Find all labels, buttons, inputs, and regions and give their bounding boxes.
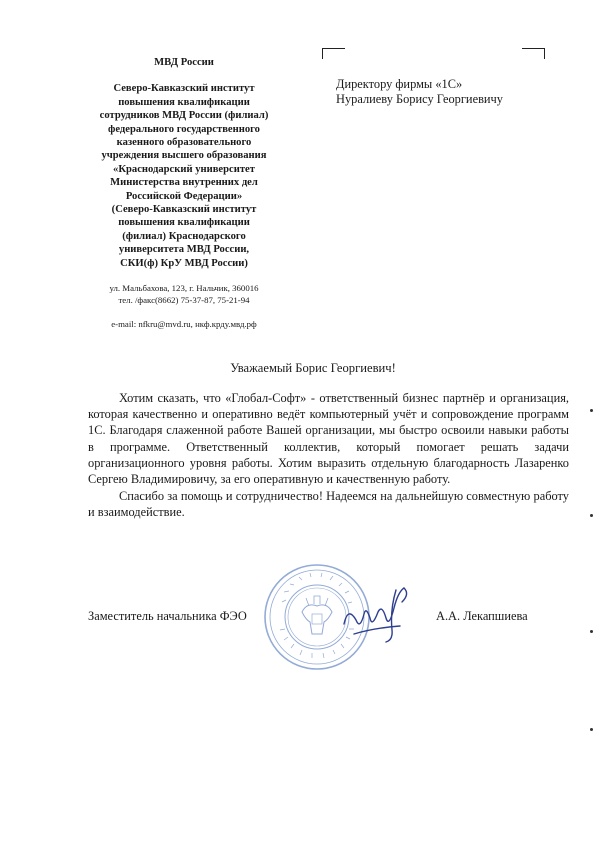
org-line: «Краснодарский университет xyxy=(113,163,255,175)
addressee-block xyxy=(336,77,576,107)
salutation: Уважаемый Борис Георгиевич! xyxy=(230,361,396,375)
org-line: Министерства внутренних дел xyxy=(110,177,258,189)
signatory-position: Заместитель начальника ФЭО xyxy=(88,609,247,623)
punch-mark xyxy=(590,409,593,412)
org-line: Российской Федерации» xyxy=(125,190,243,202)
org-address: ул. Мальбахова, 123, г. Нальчик, 360016 xyxy=(109,283,259,293)
organization-contacts xyxy=(72,282,296,330)
organization-name-lines xyxy=(72,82,296,270)
handwritten-signature-icon xyxy=(334,584,418,646)
letter-body xyxy=(88,390,569,521)
org-line: СКИ(ф) КрУ МВД России) xyxy=(120,257,248,269)
org-line: университета МВД России, xyxy=(118,244,250,256)
signatory-name: А.А. Лекапшиева xyxy=(436,609,528,623)
org-line: казенного образовательного xyxy=(116,137,252,149)
address-corner-mark-right xyxy=(522,48,545,59)
org-line: повышения квалификации xyxy=(118,217,250,229)
address-corner-mark-left xyxy=(322,48,345,59)
punch-mark xyxy=(590,728,593,731)
org-line: (Северо-Кавказский институт xyxy=(111,204,257,216)
org-line: (филиал) Краснодарского xyxy=(122,230,246,242)
org-line: федерального государственного xyxy=(108,123,260,135)
punch-mark xyxy=(590,514,593,517)
organization-header xyxy=(72,56,296,270)
ministry-name: МВД России xyxy=(154,57,214,68)
org-email: e-mail: nfkru@mvd.ru, нкф.крду.мвд.рф xyxy=(111,319,257,329)
addressee-line-2: Нуралиеву Борису Георгиевичу xyxy=(336,92,503,106)
addressee-line-1: Директору фирмы «1С» xyxy=(336,77,463,91)
org-line: Северо-Кавказский институт xyxy=(113,83,255,95)
punch-mark xyxy=(590,630,593,633)
org-line: повышения квалификации xyxy=(118,96,250,108)
body-paragraph-2: Спасибо за помощь и сотрудничество! Надеемся на дальнейшую совместную работу и взаимодействие. xyxy=(88,489,569,520)
body-paragraph-1: Хотим сказать, что «Глобал-Софт» - ответственный бизнес партнёр и организация, которая качественно и оперативно ведёт компьютерный учёт и сопровождение программ 1С. Благодаря слаженной работе Вашей организации, мы быстро освоили навыки работы в программе. Ответственный коллектив, который помогает решать задачи организационного уровня работы. Хотим выразить отдельную благодарность Лазаренко Сергею Владимировичу, за его оперативную и качественную работу. xyxy=(88,391,569,487)
org-line: учреждения высшего образования xyxy=(101,150,267,162)
org-phone: тел. /факс(8662) 75-37-87, 75-21-94 xyxy=(118,295,250,305)
org-line: сотрудников МВД России (филиал) xyxy=(99,110,269,122)
